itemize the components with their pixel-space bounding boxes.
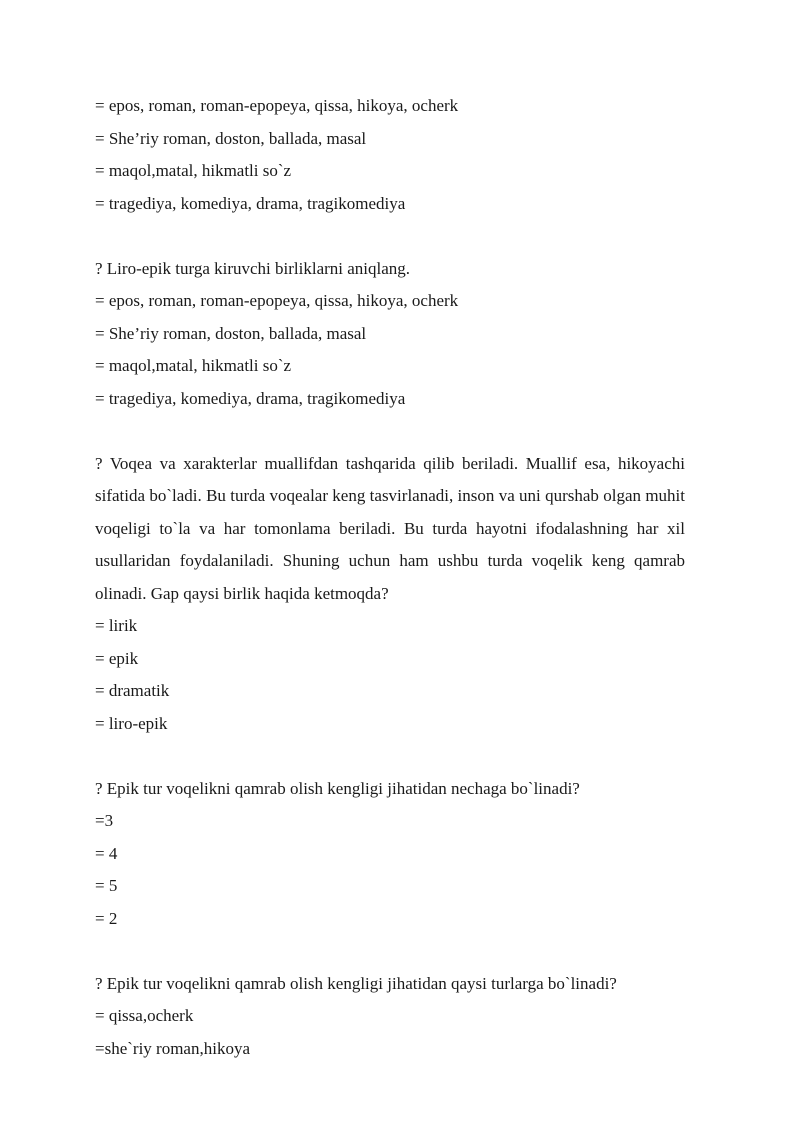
question-text: ? Liro-epik turga kiruvchi birliklarni aniqlang. xyxy=(95,258,411,278)
question-block-0 xyxy=(95,90,685,220)
answer-option: = epos, roman, roman-epopeya, qissa, hikoya, ocherk xyxy=(95,291,459,310)
answer-option: = She’riy roman, doston, ballada, masal xyxy=(95,323,367,343)
answer-option: = maqol,matal, hikmatli so`z xyxy=(95,356,292,375)
answer-option: = dramatik xyxy=(95,681,170,700)
spacer xyxy=(95,220,685,253)
answer-option: = liro-epik xyxy=(95,713,168,733)
document-page xyxy=(95,90,685,1065)
answer-option: = lirik xyxy=(95,616,138,635)
answer-option: = maqol,matal, hikmatli so`z xyxy=(95,161,292,180)
question-block-2 xyxy=(95,448,685,741)
answer-option: = tragediya, komediya, drama, tragikomediya xyxy=(95,388,406,408)
question-block-3 xyxy=(95,773,685,936)
spacer xyxy=(95,935,685,968)
question-text: ? Epik tur voqelikni qamrab olish kengligi jihatidan nechaga bo`linadi? xyxy=(95,778,580,798)
spacer xyxy=(95,415,685,448)
answer-option: = 5 xyxy=(95,876,118,895)
answer-option: =she`riy roman,hikoya xyxy=(95,1038,250,1058)
answer-option: = 2 xyxy=(95,908,118,928)
answer-option: = epos, roman, roman-epopeya, qissa, hikoya, ocherk xyxy=(95,96,459,115)
spacer xyxy=(95,740,685,773)
question-block-1 xyxy=(95,253,685,416)
answer-option: = 4 xyxy=(95,843,118,863)
question-block-4 xyxy=(95,968,685,1066)
answer-option: = tragediya, komediya, drama, tragikomediya xyxy=(95,193,406,213)
answer-option: = epik xyxy=(95,648,139,668)
question-text: ? Voqea va xarakterlar muallifdan tashqarida qilib beriladi. Muallif esa, hikoyachi sifatida bo`ladi. Bu turda voqealar keng tasvirlanadi, inson va uni qurshab olgan muhit voqeligi to`la va har tomonlama beriladi. Bu turda hayotni ifodalashning har xil usullaridan foydalaniladi. Shuning uchun ham ushbu turda voqelik keng qamrab olinadi. Gap qaysi birlik haqida ketmoqda? xyxy=(95,453,685,603)
question-text: ? Epik tur voqelikni qamrab olish kengligi jihatidan qaysi turlarga bo`linadi? xyxy=(95,973,617,993)
answer-option: = qissa,ocherk xyxy=(95,1006,194,1025)
answer-option: =3 xyxy=(95,811,114,830)
answer-option: = She’riy roman, doston, ballada, masal xyxy=(95,128,367,148)
